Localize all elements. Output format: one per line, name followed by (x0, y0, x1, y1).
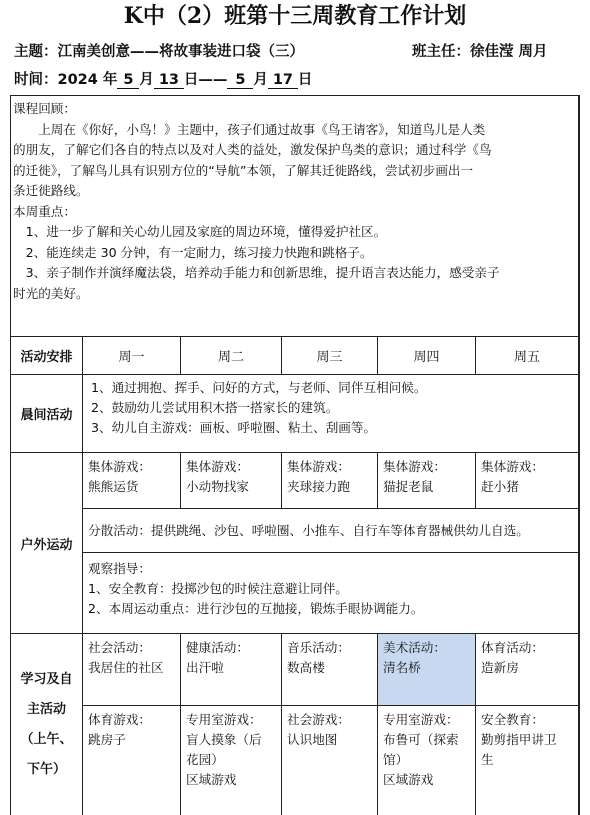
review-heading: 课程回顾： (13, 101, 76, 116)
time-unit-month1: 月 (139, 72, 154, 88)
outdoor-game-thu (378, 453, 476, 509)
game-title: 集体游戏： (287, 459, 350, 474)
study-r2-wed (282, 706, 378, 815)
teacher-line (412, 40, 548, 61)
review-text (13, 99, 575, 304)
morning-content (83, 375, 579, 453)
game-title: 集体游戏： (383, 459, 446, 474)
review-line: 条迁徙路线。 (13, 183, 89, 198)
guide-line: 2、本周运动重点：进行沙包的互抛接，锻炼手眼协调能力。 (88, 601, 424, 616)
game-name: 小动物找家 (186, 479, 249, 494)
activity-title: 体育游戏： (88, 712, 151, 727)
morning-line: 2、鼓励幼儿尝试用积木搭一搭家长的建筑。 (91, 400, 339, 415)
game-name: 赶小猪 (481, 479, 519, 494)
game-name: 猫捉老鼠 (383, 479, 434, 494)
study-r2-fri (476, 706, 579, 815)
review-line: 的朋友，了解它们各自的特点以及对人类的益处，激发保护鸟类的意识；通过科学《鸟 (13, 142, 492, 157)
study-label-line: 下午） (26, 761, 66, 777)
guide-heading: 观察指导： (88, 561, 151, 576)
review-line: 的迁徙》，了解鸟儿具有识别方位的“导航”本领，了解其迁徙路线，尝试初步画出一 (13, 162, 474, 178)
study-r1-wed (282, 634, 378, 706)
study-r1-mon (83, 634, 181, 706)
day-header-tue: 周二 (181, 337, 282, 375)
activity-name: 盲人摸象（后 (186, 732, 262, 747)
game-title: 集体游戏： (481, 459, 544, 474)
activity-title: 美术活动： (383, 640, 446, 655)
activity-name: 我居住的社区 (88, 660, 164, 675)
activity-name: 花园） (186, 752, 224, 767)
document-title: K中（2）班第十三周教育工作计划 (123, 3, 467, 29)
study-label-line: （上午、 (20, 731, 73, 747)
activity-title: 安全教育： (481, 712, 544, 727)
activity-name: 认识地图 (287, 732, 338, 747)
time-unit-day2: 日 (297, 72, 313, 88)
study-label (11, 634, 83, 815)
activity-title: 健康活动： (186, 640, 249, 655)
study-r1-fri (476, 634, 579, 706)
end-month: 5 (227, 72, 253, 89)
morning-line: 1、通过拥抱、挥手、问好的方式，与老师、同伴互相问候。 (91, 380, 427, 395)
day-header-thu: 周四 (378, 337, 476, 375)
study-r2-tue (181, 706, 282, 815)
teacher-value: 徐佳滢 周月 (470, 44, 548, 60)
outdoor-game-wed (282, 453, 378, 509)
theme-value: 江南美创意——将故事装进口袋（三） (57, 44, 304, 60)
activity-name: 区域游戏 (383, 772, 434, 787)
end-day: 17 (268, 72, 298, 89)
game-name: 夹球接力跑 (287, 479, 350, 494)
morning-line: 3、幼儿自主游戏：画板、呼啦圈、粘土、刮画等。 (91, 420, 377, 435)
time-year: 2024 年 (57, 72, 118, 88)
morning-label: 晨间活动 (11, 375, 83, 453)
focus-line: 1、进一步了解和关心幼儿园及家庭的周边环境，懂得爱护社区。 (13, 224, 387, 239)
activity-name: 区域游戏 (186, 772, 237, 787)
day-header-mon: 周一 (83, 337, 181, 375)
activity-title: 社会活动： (88, 640, 151, 655)
activity-name: 出汗啦 (186, 660, 224, 675)
time-line (14, 68, 312, 89)
time-unit-day1: 日—— (183, 72, 228, 88)
activity-name: 勤剪指甲讲卫 (481, 732, 557, 747)
outdoor-game-fri (476, 453, 579, 509)
study-label-line: 学习及自 (20, 671, 73, 687)
game-title: 集体游戏： (88, 459, 151, 474)
activity-name: 生 (481, 752, 494, 767)
review-section (11, 96, 579, 337)
outdoor-guidance (83, 553, 579, 634)
activity-title: 音乐活动： (287, 640, 350, 655)
activity-name: 数高楼 (287, 660, 325, 675)
day-header-wed: 周三 (282, 337, 378, 375)
time-label: 时间： (14, 72, 58, 88)
activity-title: 专用室游戏： (186, 712, 262, 727)
focus-line: 时光的美好。 (13, 285, 89, 301)
focus-heading: 本周重点： (13, 203, 76, 219)
theme-line (14, 40, 304, 61)
activity-name: 跳房子 (88, 732, 126, 747)
teacher-label: 班主任： (412, 44, 470, 60)
outdoor-label: 户外运动 (11, 453, 83, 634)
free-activity-text: 分散活动：提供跳绳、沙包、呼啦圈、小推车、自行车等体育器械供幼儿自选。 (88, 523, 529, 538)
activity-title: 体育活动： (481, 640, 544, 655)
activity-title: 专用室游戏： (383, 712, 459, 727)
activity-name: 造新房 (481, 660, 519, 675)
game-title: 集体游戏： (186, 459, 249, 474)
study-r2-mon (83, 706, 181, 815)
study-label-line: 主活动 (26, 701, 66, 717)
outdoor-game-mon (83, 453, 181, 509)
study-r1-tue (181, 634, 282, 706)
activity-name: 馆） (383, 752, 409, 767)
study-r1-thu (378, 634, 476, 706)
theme-label: 主题： (14, 44, 58, 60)
game-name: 熊熊运货 (88, 479, 139, 494)
review-line: 上周在《你好，小鸟！》主题中，孩子们通过故事《鸟王请客》，知道鸟儿是人类 (13, 121, 486, 137)
study-r2-thu (378, 706, 476, 815)
start-day: 13 (154, 72, 184, 89)
schedule-header-label: 活动安排 (11, 337, 83, 375)
activity-name: 布鲁可（探索 (383, 732, 459, 747)
outdoor-game-tue (181, 453, 282, 509)
focus-line: 2、能连续走 30 分钟，有一定耐力，练习接力快跑和跳格子。 (13, 244, 373, 260)
focus-line: 3、亲子制作并演绎魔法袋，培养动手能力和创新思维，提升语言表达能力，感受亲子 (13, 265, 500, 280)
guide-line: 1、安全教育：投掷沙包的时候注意避让同伴。 (88, 581, 348, 596)
outdoor-free-activity (83, 509, 579, 553)
time-unit-month2: 月 (253, 72, 268, 88)
activity-title: 社会游戏： (287, 712, 350, 727)
plan-table (10, 95, 580, 815)
start-month: 5 (117, 72, 139, 89)
activity-name: 清名桥 (383, 660, 421, 675)
day-header-fri: 周五 (476, 337, 579, 375)
